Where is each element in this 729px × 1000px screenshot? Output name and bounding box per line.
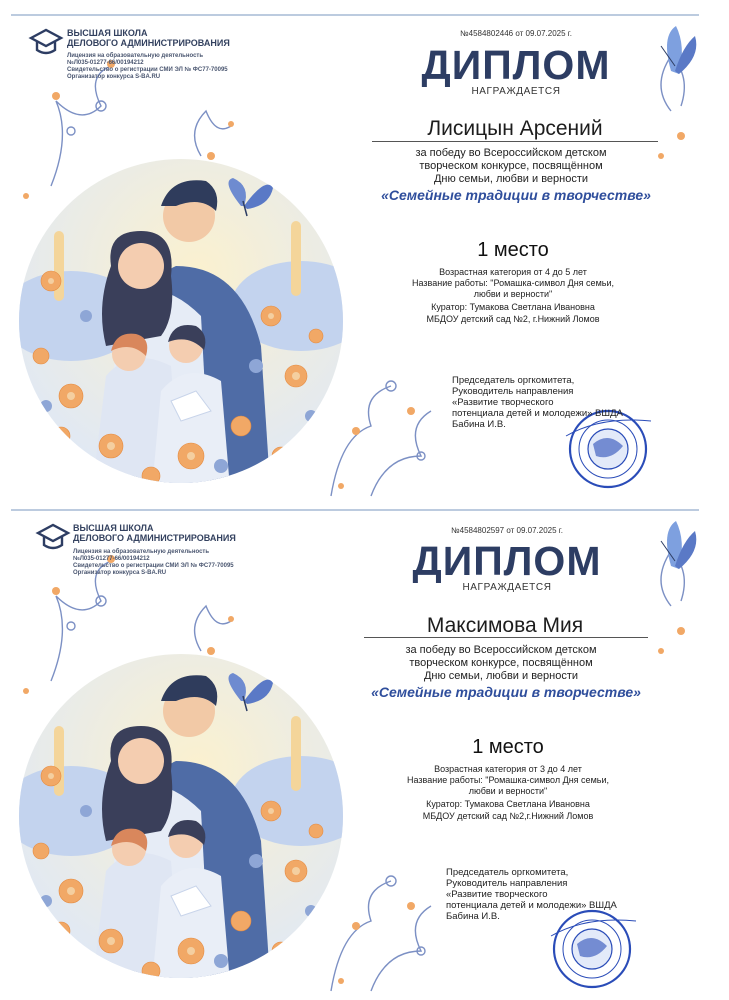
body-line2: творческом конкурсе, посвящённом	[409, 657, 593, 669]
org-certificate: Свидетельство о регистрации СМИ ЭЛ № ФС77-70095	[73, 563, 234, 569]
recipient-name: Максимова Мия	[426, 614, 584, 637]
butterfly-icon	[661, 26, 696, 74]
diploma-title: ДИПЛОМ	[412, 538, 602, 584]
signature-line5: Бабина И.В.	[452, 419, 506, 430]
work-title-line1: Название работы: "Ромашка-символ Дня семьи,	[412, 278, 614, 288]
signature-line3: «Развитие творческого	[452, 397, 554, 408]
awards-label: НАГРАЖДАЕТСЯ	[471, 86, 561, 97]
org-license-line2: №Л035-01277-66/00194212	[73, 556, 150, 562]
contest-theme: «Семейные традиции в творчестве»	[371, 684, 641, 700]
body-line2: творческом конкурсе, посвящённом	[419, 160, 603, 172]
curator: Куратор: Тумакова Светлана Ивановна	[426, 799, 590, 809]
org-organizer: Организатор конкурса S-BA.RU	[73, 570, 167, 576]
awards-label: НАГРАЖДАЕТСЯ	[462, 582, 552, 593]
work-title-line2: любви и верности"	[468, 786, 548, 796]
org-name-line2: ДЕЛОВОГО АДМИНИСТРИРОВАНИЯ	[73, 533, 236, 543]
org-license-line2: №Л035-01277-66/00194212	[67, 60, 144, 66]
recipient-name: Лисицын Арсений	[427, 117, 603, 140]
butterfly-icon	[661, 521, 696, 569]
signature-line1: Председатель оргкомитета,	[446, 867, 569, 878]
diploma-title: ДИПЛОМ	[421, 42, 611, 88]
school: МБДОУ детский сад №2, г.Нижний Ломов	[426, 314, 600, 324]
signature-line3: «Развитие творческого	[446, 889, 548, 900]
contest-theme: «Семейные традиции в творчестве»	[381, 187, 651, 203]
stamp-seal	[551, 911, 636, 987]
signature-line1: Председатель оргкомитета,	[452, 375, 575, 386]
signature-line2: Руководитель направления	[446, 878, 568, 889]
org-name-line1: ВЫСШАЯ ШКОЛА	[67, 28, 148, 38]
family-illustration	[11, 654, 371, 995]
signature-line2: Руководитель направления	[452, 386, 574, 397]
name-underline	[372, 141, 658, 142]
signature-line4: потенциала детей и молодежи» ВШДА	[446, 900, 617, 911]
place-award: 1 место	[477, 239, 549, 261]
org-organizer: Организатор конкурса S-BA.RU	[67, 74, 161, 80]
diploma-number: №4584802597 от 09.07.2025 г.	[451, 526, 563, 535]
work-title-line1: Название работы: "Ромашка-символ Дня семьи,	[407, 775, 609, 785]
diploma-card	[11, 14, 699, 500]
signature-line5: Бабина И.В.	[446, 911, 500, 922]
graduation-cap-icon	[38, 525, 68, 548]
signature-line4: потенциала детей и молодежи» ВШДА	[452, 408, 623, 419]
body-line1: за победу во Всероссийском детском	[415, 147, 607, 159]
school: МБДОУ детский сад №2,г.Нижний Ломов	[422, 811, 594, 821]
body-line1: за победу во Всероссийском детском	[405, 644, 597, 656]
stamp-seal	[566, 411, 651, 487]
org-license-line1: Лицензия на образовательную деятельность	[73, 549, 210, 555]
family-illustration	[11, 159, 371, 500]
org-name-line2: ДЕЛОВОГО АДМИНИСТРИРОВАНИЯ	[67, 38, 230, 48]
age-category: Возрастная категория от 3 до 4 лет	[434, 764, 582, 774]
age-category: Возрастная категория от 4 до 5 лет	[439, 267, 587, 277]
org-license-line1: Лицензия на образовательную деятельность	[67, 53, 204, 59]
name-underline	[364, 637, 648, 638]
org-certificate: Свидетельство о регистрации СМИ ЭЛ № ФС77-70095	[67, 67, 228, 73]
place-award: 1 место	[472, 736, 544, 758]
work-title-line2: любви и верности"	[473, 289, 553, 299]
diploma-number: №4584802446 от 09.07.2025 г.	[460, 29, 572, 38]
curator: Куратор: Тумакова Светлана Ивановна	[431, 302, 595, 312]
body-line3: Дню семьи, любви и верности	[423, 670, 579, 682]
org-name-line1: ВЫСШАЯ ШКОЛА	[73, 523, 154, 533]
diploma-card	[11, 509, 699, 995]
graduation-cap-icon	[31, 30, 61, 53]
body-line3: Дню семьи, любви и верности	[433, 173, 589, 185]
